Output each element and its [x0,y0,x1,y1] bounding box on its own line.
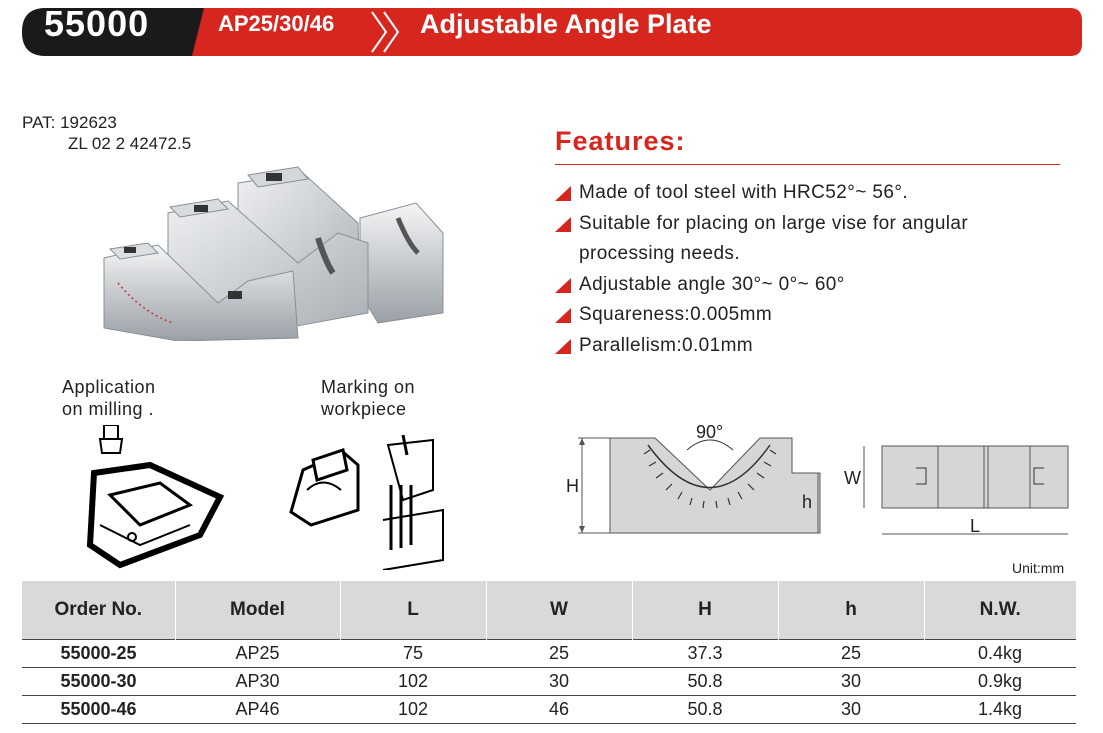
h-lower-cell: 25 [778,640,924,668]
triangle-bullet-icon [555,217,571,232]
feature-item: Made of tool steel with HRC52°~ 56°. [555,178,1055,209]
h-lower-cell: 30 [778,668,924,696]
w-cell: 46 [486,696,632,724]
patent-line-2: ZL 02 2 42472.5 [68,134,192,153]
model-cell: AP46 [175,696,340,724]
table-header-row [22,581,1076,640]
header-w: W [486,581,632,640]
model-cell: AP25 [175,640,340,668]
w-cell: 25 [486,640,632,668]
product-photo [98,163,450,341]
unit-label: Unit:mm [1012,560,1065,576]
l-cell: 102 [340,696,486,724]
triangle-bullet-icon [555,186,571,201]
angle-label: 90° [696,422,724,442]
top-view-drawing [838,440,1078,540]
model-cell: AP30 [175,668,340,696]
feature-item: Parallelism:0.01mm [555,331,1055,362]
spec-table [22,581,1076,724]
triangle-bullet-icon [555,308,571,323]
header-h-upper: H [632,581,778,640]
h-upper-cell: 50.8 [632,668,778,696]
h-upper-cell: 50.8 [632,696,778,724]
nw-cell: 0.4kg [924,640,1076,668]
features-list [555,178,1055,361]
header-model: Model [175,581,340,640]
application-caption: Application on milling . [62,377,156,419]
front-view-drawing [560,410,835,545]
table-row [22,640,1076,668]
feature-item: Adjustable angle 30°~ 0°~ 60° [555,270,1055,301]
product-code: 55000 [44,3,150,44]
triangle-bullet-icon [555,339,571,354]
feature-item: Suitable for placing on large vise for angular processing needs. [555,209,1055,270]
feature-item: Squareness:0.005mm [555,300,1055,331]
model-list: AP25/30/46 [218,11,335,36]
l-cell: 75 [340,640,486,668]
milling-illustration [80,425,230,575]
h-upper-cell: 37.3 [632,640,778,668]
patent-line-1: PAT: 192623 [22,113,117,132]
order-no-cell: 55000-46 [22,696,175,724]
h-lower-label: h [802,492,813,512]
table-row [22,668,1076,696]
marking-caption: Marking on workpiece [321,377,416,419]
features-divider [555,164,1060,165]
triangle-bullet-icon [555,278,571,293]
w-cell: 30 [486,668,632,696]
l-cell: 102 [340,668,486,696]
table-row [22,696,1076,724]
product-title: Adjustable Angle Plate [420,9,712,39]
header-h-lower: h [778,581,924,640]
marking-illustration [283,430,453,570]
order-no-cell: 55000-25 [22,640,175,668]
header-nw: N.W. [924,581,1076,640]
nw-cell: 1.4kg [924,696,1076,724]
h-upper-label: H [566,476,579,496]
features-title: Features: [555,126,686,156]
w-label: W [844,468,861,488]
patent-info [22,112,191,154]
header-l: L [340,581,486,640]
h-lower-cell: 30 [778,696,924,724]
header-order-no: Order No. [22,581,175,640]
order-no-cell: 55000-30 [22,668,175,696]
nw-cell: 0.9kg [924,668,1076,696]
l-label: L [970,516,981,536]
